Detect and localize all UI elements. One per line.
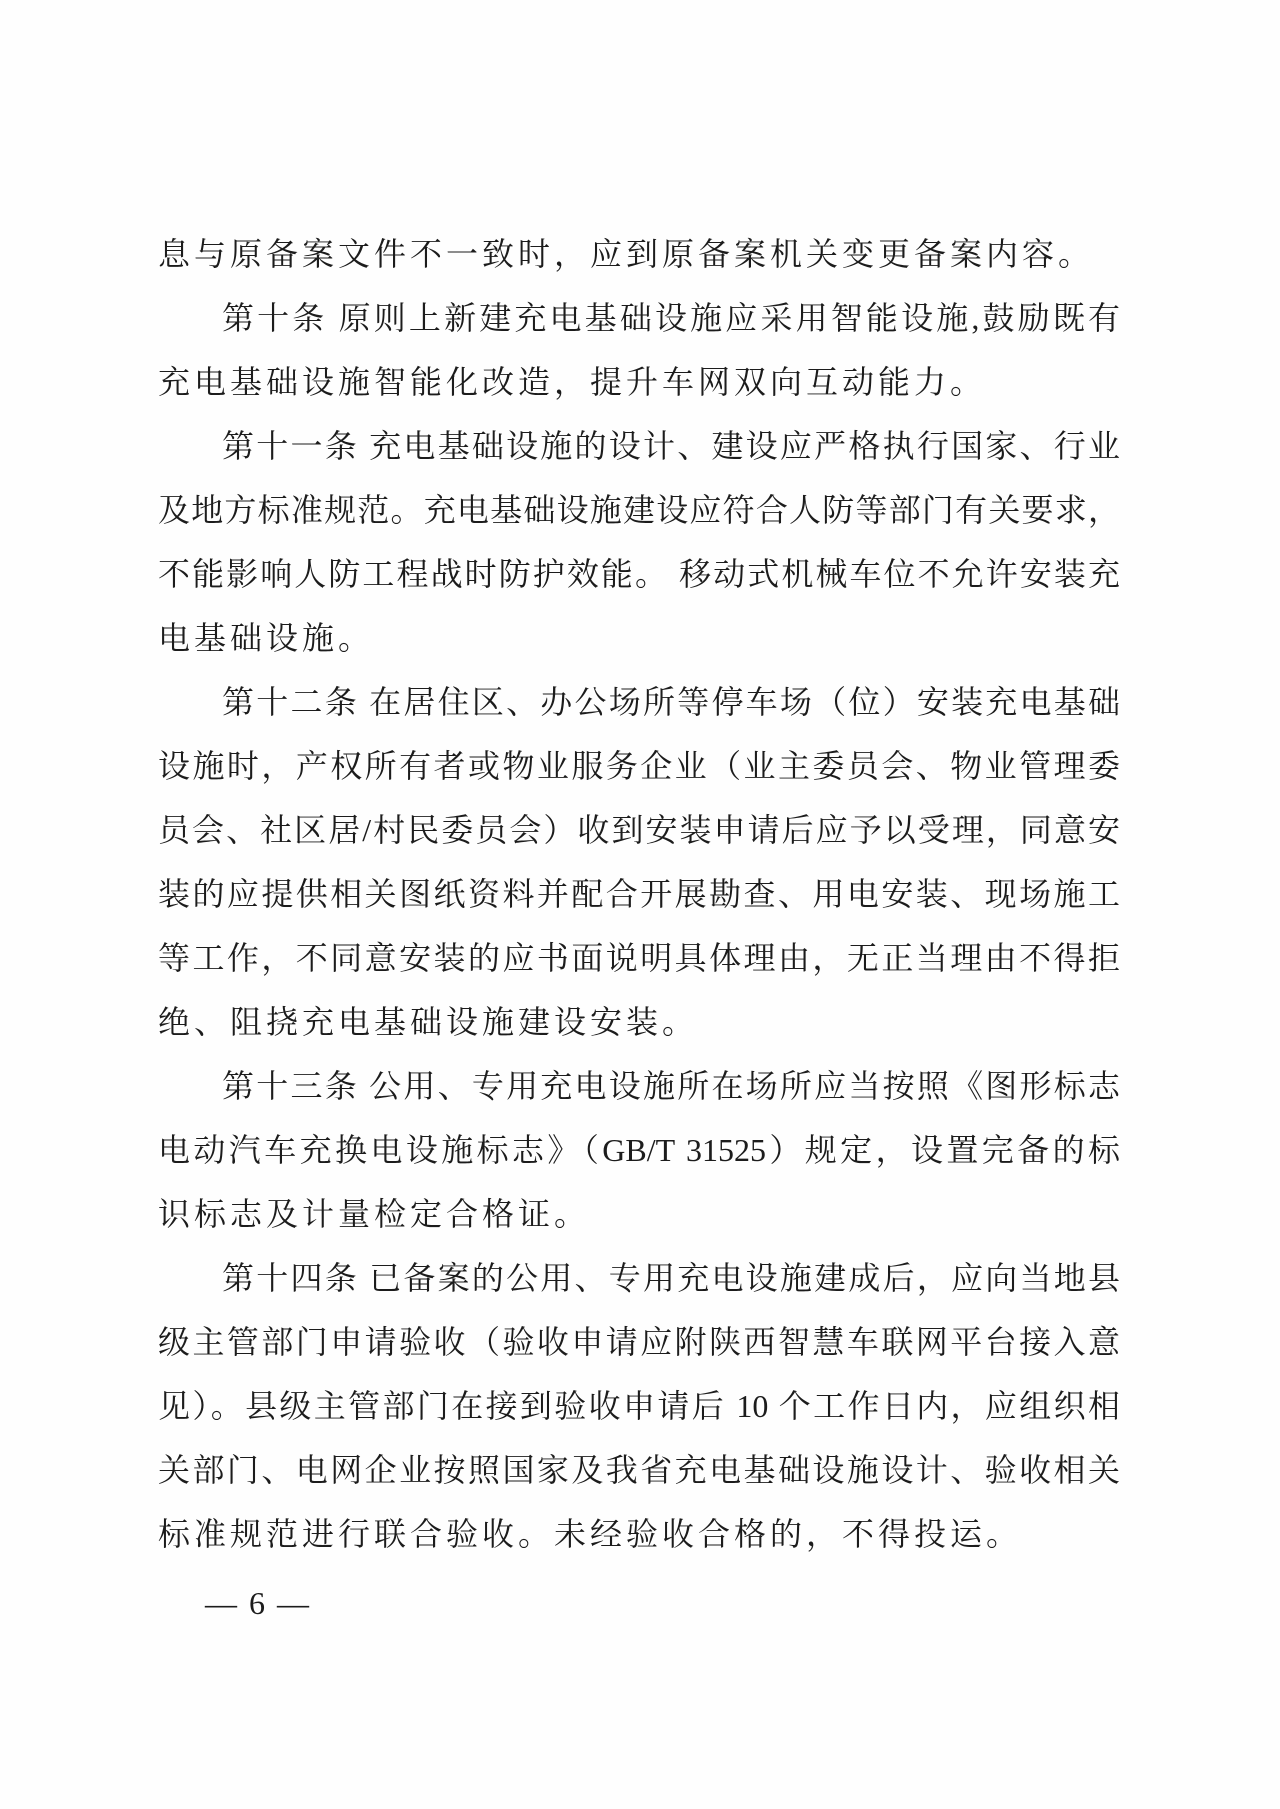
document-line: 第十二条 在居住区、办公场所等停车场（位）安装充电基础 <box>222 684 1120 720</box>
document-line: 息与原备案文件不一致时，应到原备案机关变更备案内容。 <box>158 236 1095 272</box>
document-line: 电基础设施。 <box>158 620 375 656</box>
document-line: 设施时，产权所有者或物业服务企业（业主委员会、物业管理委 <box>158 748 1120 784</box>
document-line: 关部门、电网企业按照国家及我省充电基础设施设计、验收相关 <box>158 1452 1120 1488</box>
document-line: 员会、社区居/村民委员会）收到安装申请后应予以受理，同意安 <box>158 812 1120 848</box>
document-line: 等工作，不同意安装的应书面说明具体理由，无正当理由不得拒 <box>158 940 1120 976</box>
document-line: 不能影响人防工程战时防护效能。 移动式机械车位不允许安装充 <box>158 556 1120 592</box>
document-line: 绝、阻挠充电基础设施建设安装。 <box>158 1004 699 1040</box>
document-line: 第十四条 已备案的公用、专用充电设施建成后，应向当地县 <box>222 1260 1120 1296</box>
document-line: 装的应提供相关图纸资料并配合开展勘查、用电安装、现场施工 <box>158 876 1120 912</box>
document-line: 电动汽车充换电设施标志》（GB/T 31525）规定，设置完备的标 <box>158 1132 1120 1168</box>
document-line: 见）。县级主管部门在接到验收申请后 10 个工作日内，应组织相 <box>158 1388 1120 1424</box>
document-body <box>158 222 1120 1566</box>
document-line: 第十三条 公用、专用充电设施所在场所应当按照《图形标志 <box>222 1068 1120 1104</box>
document-line: 第十条 原则上新建充电基础设施应采用智能设施,鼓励既有 <box>222 300 1120 336</box>
document-line: 第十一条 充电基础设施的设计、建设应严格执行国家、行业 <box>222 428 1120 464</box>
document-line: 及地方标准规范。充电基础设施建设应符合人防等部门有关要求， <box>158 492 1120 528</box>
document-line: 识标志及计量检定合格证。 <box>158 1196 591 1232</box>
document-line: 级主管部门申请验收（验收申请应附陕西智慧车联网平台接入意 <box>158 1324 1120 1360</box>
document-line: 充电基础设施智能化改造，提升车网双向互动能力。 <box>158 364 987 400</box>
page-number: — 6 — <box>205 1585 311 1621</box>
document-line: 标准规范进行联合验收。未经验收合格的，不得投运。 <box>158 1516 1023 1552</box>
